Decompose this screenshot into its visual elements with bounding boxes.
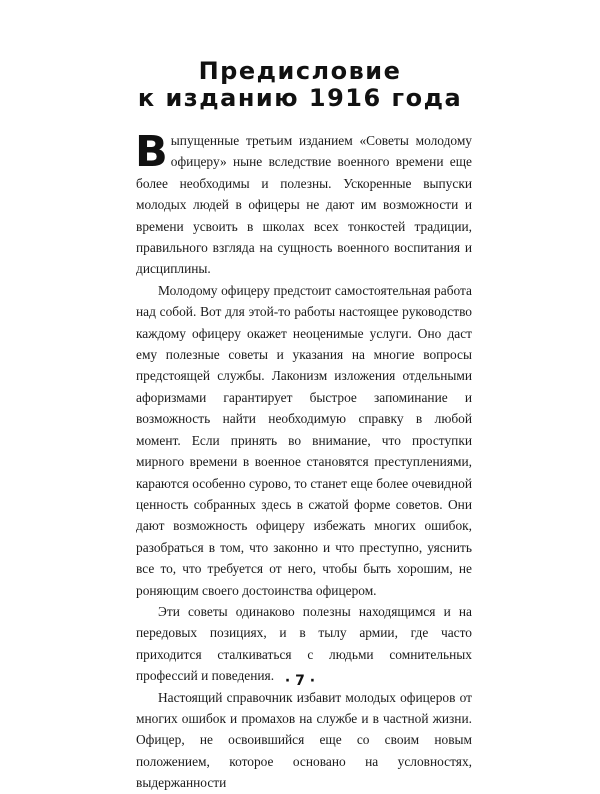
chapter-title-line-1: Предисловие: [198, 57, 402, 85]
paragraph-2: Молодому офицеру предстоит самостоятельная работа над собой. Вот для этой-то работы настоящее руководство каждому офицеру окажет неоценимые услуги. Оно даст ему полезные советы и указания на многие вопросы предстоящей службы. Лаконизм изложения отдельными афоризмами гарантирует быстрое запоминание и возможность найти необходимую справку в любой момент. Если принять во внимание, что проступки мирного времени в военное становятся преступлениями, караются особенно сурово, то станет еще более очевидной ценность собранных здесь в сжатой форме советов. Они дают возможность офицеру избежать многих ошибок, разобраться в том, что законно и что преступно, уяснить все то, что требуется от него, чтобы быть хорошим, не роняющим своего достоинства офицером.: [136, 282, 472, 598]
chapter-title-line-2: к изданию 1916 года: [137, 84, 463, 112]
page-number: · 7 ·: [284, 673, 316, 689]
paragraph-4: Настоящий справочник избавит молодых офицеров от многих ошибок и промахов на службе и в частной жизни. Офицер, не освоившийся еще со своим новым положением, которое основано на условностях, выдержанности: [136, 689, 472, 791]
body-text: [135, 127, 472, 794]
paragraph-1: [135, 127, 472, 280]
paragraph-3: Эти советы одинаково полезны находящимся и на передовых позициях, и в тылу армии, где часто приходится сталкиваться с людьми сомнительных профессий и поведения.: [136, 603, 472, 684]
paragraph-1-text: ыпущенные третьим изданием «Советы молодому офицеру» ныне вследствие военного времени еще более необходимы и полезны. Ускоренные выпуски молодых людей в офицеры не дают им возможности и времени усвоить в школах всех тонкостей традиции, правильного взгляда на сущность военного воспитания и дисциплины.: [136, 133, 472, 277]
drop-cap: В: [135, 127, 168, 177]
